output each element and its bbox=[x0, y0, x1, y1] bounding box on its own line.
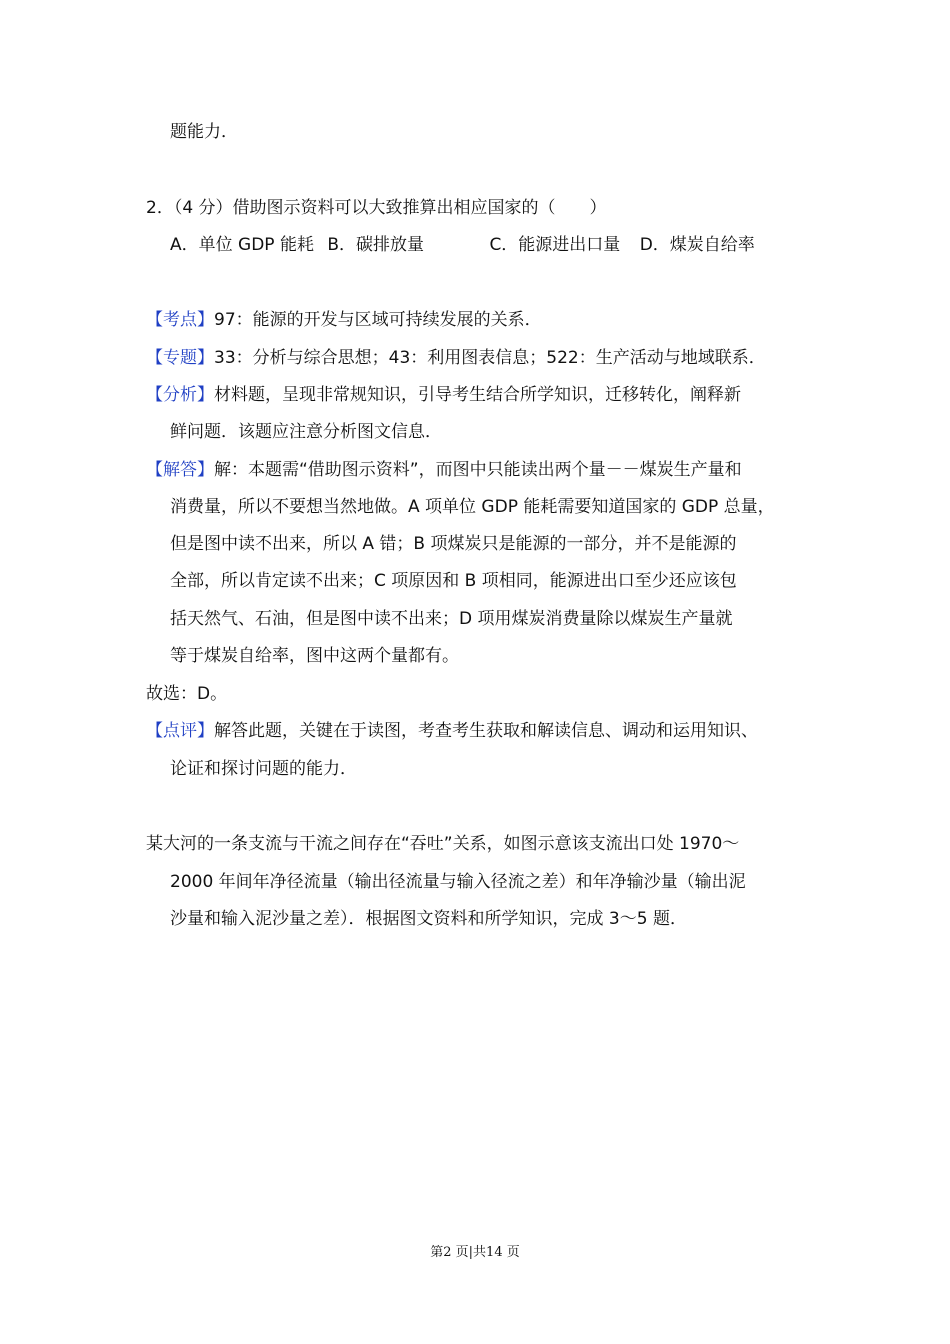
jieda-text-1: 解：本题需“借助图示资料”，而图中只能读出两个量－－煤炭生产量和 bbox=[214, 460, 742, 480]
dianping-line-1 bbox=[146, 719, 758, 743]
jieda-line-1 bbox=[146, 458, 742, 482]
answer-choice: 故选：D。 bbox=[146, 684, 228, 704]
kaodian-line bbox=[146, 308, 542, 332]
option-c[interactable]: C．能源进出口量 bbox=[489, 235, 621, 255]
passage-line-3: 沙量和输入泥沙量之差）．根据图文资料和所学知识，完成 3～5 题． bbox=[170, 909, 687, 929]
passage-line-1: 某大河的一条支流与干流之间存在“吞吐”关系，如图示意该支流出口处 1970～ bbox=[146, 834, 740, 854]
zhuanti-text: 33：分析与综合思想；43：利用图表信息；522：生产活动与地域联系． bbox=[214, 348, 766, 368]
fenxi-line-1 bbox=[146, 383, 741, 407]
fenxi-tag: 【分析】 bbox=[146, 385, 214, 405]
page-footer: 第2 页|共14 页 bbox=[430, 1245, 520, 1260]
kaodian-tag: 【考点】 bbox=[146, 310, 214, 330]
option-d[interactable]: D．煤炭自给率 bbox=[639, 235, 755, 255]
jieda-line-6: 等于煤炭自给率，图中这两个量都有。 bbox=[170, 646, 459, 666]
jieda-line-5: 括天然气、石油，但是图中读不出来；D 项用煤炭消费量除以煤炭生产量就 bbox=[170, 609, 733, 629]
jieda-line-4: 全部，所以肯定读不出来；C 项原因和 B 项相同，能源进出口至少还应该包 bbox=[170, 571, 737, 591]
fenxi-line-2: 鲜问题．该题应注意分析图文信息． bbox=[170, 422, 442, 442]
top-fragment: 题能力． bbox=[170, 122, 238, 142]
option-b[interactable]: B．碳排放量 bbox=[327, 235, 425, 255]
passage-line-2: 2000 年间年净径流量（输出径流量与输入径流之差）和年净输沙量（输出泥 bbox=[170, 872, 746, 892]
jieda-line-2: 消费量，所以不要想当然地做。A 项单位 GDP 能耗需要知道国家的 GDP 总量， bbox=[170, 497, 775, 517]
jieda-tag: 【解答】 bbox=[146, 460, 214, 480]
zhuanti-line bbox=[146, 346, 766, 370]
question-stem: 2．（4 分）借助图示资料可以大致推算出相应国家的（ ） bbox=[146, 198, 607, 218]
dianping-tag: 【点评】 bbox=[146, 721, 214, 741]
zhuanti-tag: 【专题】 bbox=[146, 348, 214, 368]
kaodian-text: 97：能源的开发与区域可持续发展的关系． bbox=[214, 310, 542, 330]
dianping-line-2: 论证和探讨问题的能力． bbox=[170, 759, 357, 779]
jieda-line-3: 但是图中读不出来，所以 A 错；B 项煤炭只是能源的一部分，并不是能源的 bbox=[170, 534, 737, 554]
option-a[interactable]: A．单位 GDP 能耗 bbox=[170, 235, 314, 255]
fenxi-text-1: 材料题，呈现非常规知识，引导考生结合所学知识，迁移转化，阐释新 bbox=[214, 385, 741, 405]
question-options bbox=[170, 233, 755, 257]
dianping-text-1: 解答此题，关键在于读图，考查考生获取和解读信息、调动和运用知识、 bbox=[214, 721, 758, 741]
